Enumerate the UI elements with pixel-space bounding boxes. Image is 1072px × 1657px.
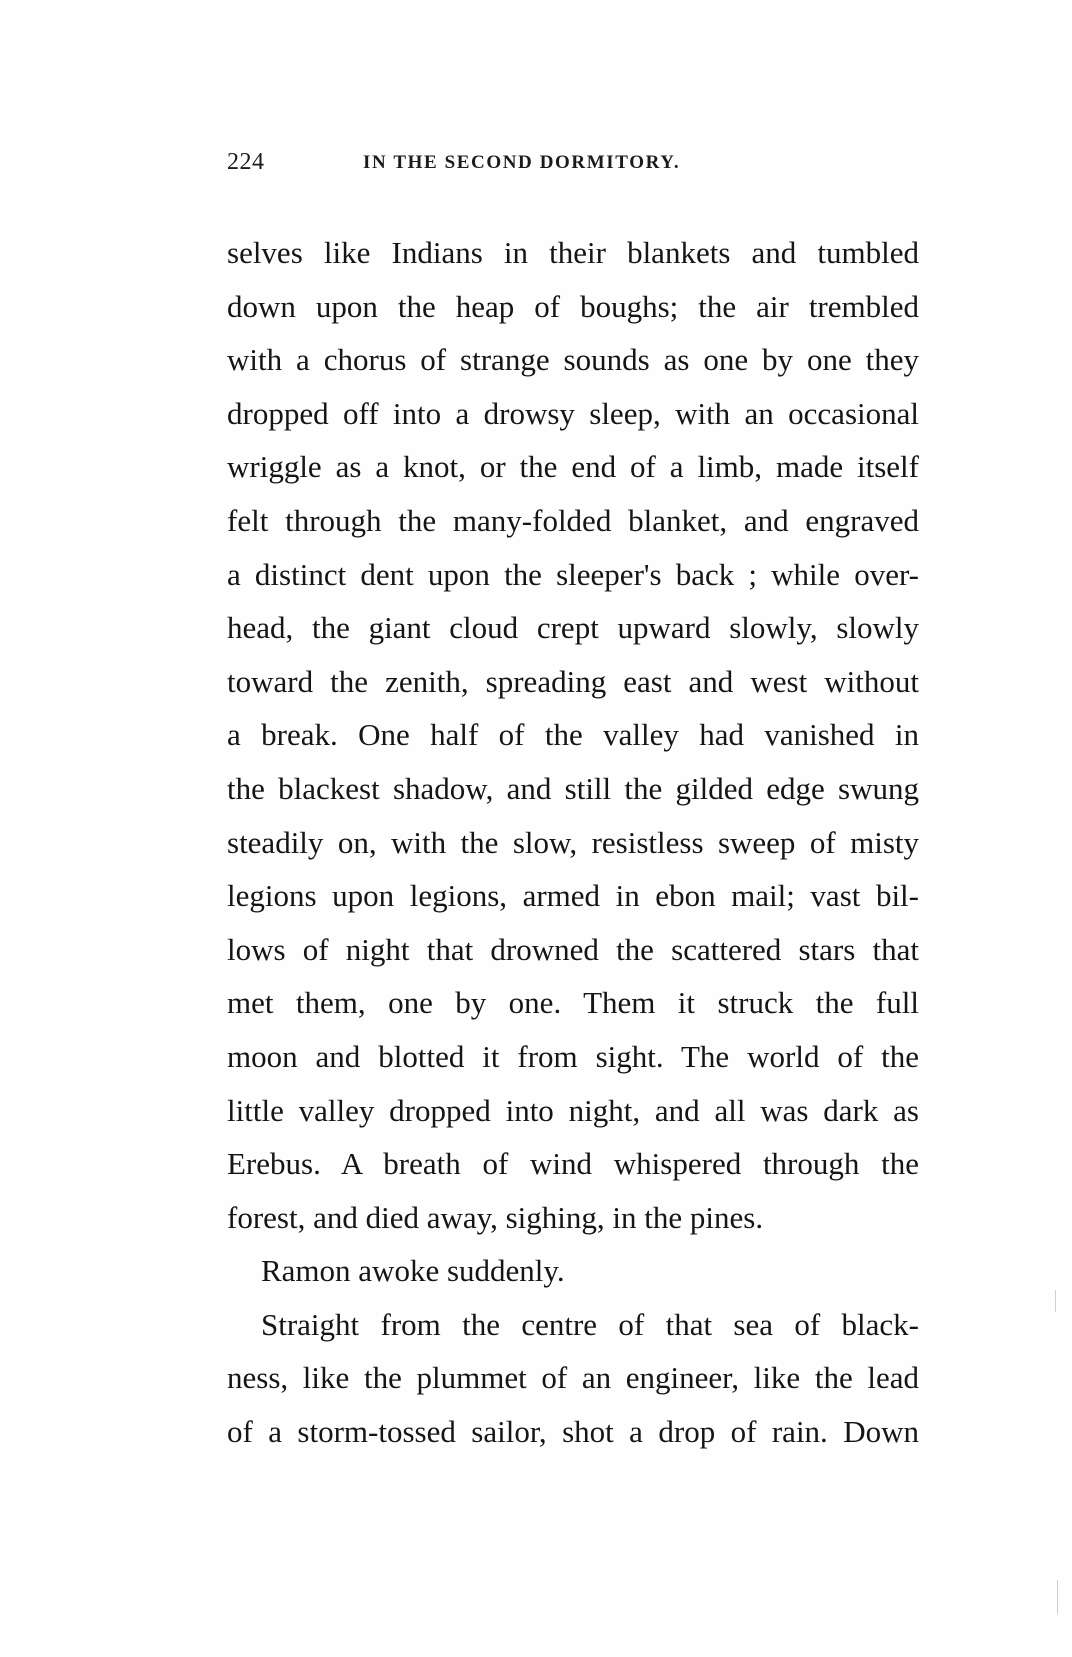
text-line: legions upon legions, armed in ebon mail; vast bil- xyxy=(227,878,919,914)
page-header xyxy=(227,149,917,183)
text-line: of a storm-tossed sailor, shot a drop of rain. Down xyxy=(227,1414,919,1450)
scan-edge-mark xyxy=(1057,1580,1058,1614)
text-line: head, the giant cloud crept upward slowly, slowly xyxy=(227,610,919,646)
text-line: dropped off into a drowsy sleep, with an occasional xyxy=(227,395,919,431)
text-line: moon and blotted it from sight. The world of the xyxy=(227,1038,919,1074)
paragraph-end-line: forest, and died away, sighing, in the pines. xyxy=(227,1199,764,1235)
text-line: the blackest shadow, and still the gilded edge swung xyxy=(227,770,919,806)
body-text xyxy=(227,226,919,1459)
paragraph-line: Ramon awoke suddenly. xyxy=(261,1253,565,1289)
text-line: wriggle as a knot, or the end of a limb, made itself xyxy=(227,449,919,485)
page-number: 224 xyxy=(227,149,265,175)
text-line: little valley dropped into night, and all was dark as xyxy=(227,1092,919,1128)
text-line: down upon the heap of boughs; the air trembled xyxy=(227,288,919,324)
text-line: a distinct dent upon the sleeper's back ; while over- xyxy=(227,556,919,592)
text-line: ness, like the plummet of an engineer, like the lead xyxy=(227,1360,919,1396)
text-line: toward the zenith, spreading east and west without xyxy=(227,663,919,699)
paragraph-first-line: Straight from the centre of that sea of black- xyxy=(261,1306,919,1342)
text-line: lows of night that drowned the scattered stars that xyxy=(227,931,919,967)
scan-edge-mark xyxy=(1055,1290,1056,1312)
text-line: with a chorus of strange sounds as one by one they xyxy=(227,342,919,378)
text-line: selves like Indians in their blankets and tumbled xyxy=(227,235,919,270)
text-line: a break. One half of the valley had vanished in xyxy=(227,717,919,753)
running-head: IN THE SECOND DORMITORY. xyxy=(363,152,681,173)
text-line: met them, one by one. Them it struck the full xyxy=(227,985,919,1021)
text-line: steadily on, with the slow, resistless sweep of misty xyxy=(227,824,919,860)
text-line: felt through the many-folded blanket, and engraved xyxy=(227,502,919,538)
text-line: Erebus. A breath of wind whispered through the xyxy=(227,1146,919,1182)
